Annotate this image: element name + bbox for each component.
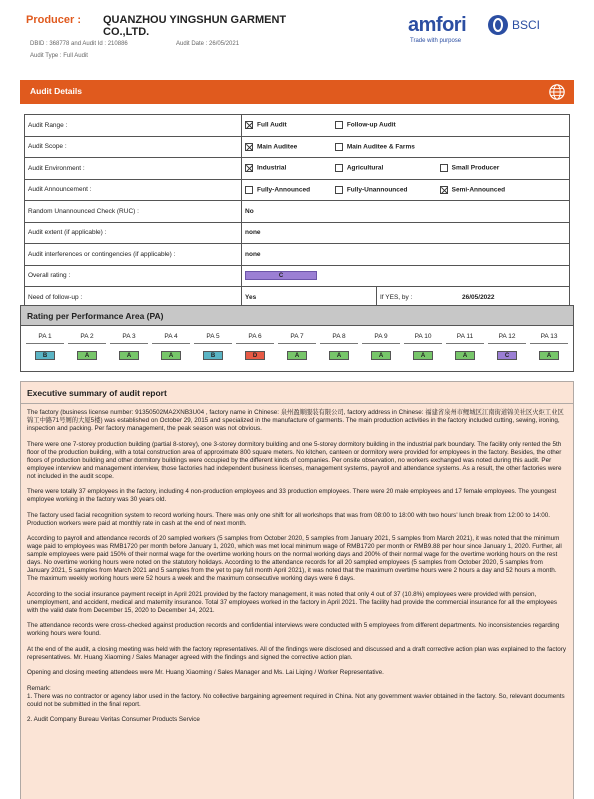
option-semi-announced: Semi-Announced bbox=[440, 186, 505, 194]
audit-extent-label: Audit extent (if applicable) : bbox=[25, 222, 242, 244]
option-fully-announced: Fully-Announced bbox=[245, 186, 333, 194]
ruc-value: No bbox=[242, 201, 570, 223]
summary-paragraph: Remark: 1. There was no contractor or agency labor used in the factory. No collective bargaining agreement required in China. Not any government wavier obtained in the factory. So, relevant documents could not be submitted in the final report. bbox=[27, 684, 565, 708]
pa-rating-badge: A bbox=[371, 351, 391, 360]
audit-extent-value: none bbox=[242, 222, 570, 244]
report-header bbox=[0, 0, 594, 68]
pa-name: PA 9 bbox=[362, 330, 400, 344]
checkbox-checked-icon bbox=[440, 186, 448, 194]
audit-announcement-label: Audit Announcement : bbox=[25, 179, 242, 201]
summary-paragraph: There were one 7-storey production building (partial 8-storey), one 3-storey dormitory building and one 5-storey dormitory building in the industrial park boundary. The facility only rented the 5th floor of the production building, with a total construction area of approximate 800 square meters. No kitchen, canteen or dormitory were provided for employees in the factory. Besides, the other floors of production building and other dormitory buildings were occupied by the different kinds of companies. Per onsite observation, no workers exchanged was noted during this audit. Per employee interview and management interview, those factories had independent business licenses, management systems, payroll and attendance systems. As a result, the other factories were not included in the audit scope. bbox=[27, 440, 562, 480]
row-audit-scope bbox=[25, 136, 570, 158]
pa-rating-badge: A bbox=[455, 351, 475, 360]
summary-paragraph: According to payroll and attendance records of 20 sampled workers (5 samples from October 2020, 5 samples from January 2021, 5 samples from March 2021), it was noted that the minimum wage paid to employees was RMB1720 per month before January 1, 2020, which was met local minimum wage of RMB1720 per month or RMB9.88 per hour since January 1, 2020. Further, all sample employees were paid 150% of their normal wage for the overtime working hours on the normal working days and 200% of their normal wage for the overtime working hours on the rest days. No overtime working hours were noted on the statutory holidays. According to the attendance records for all 20 sampled employees (5 samples from October 2020, 5 samples from January 2021, 5 samples from March 2021 and 5 samples from the yet to pay full month April 2021), it was noted that the maximum overtime hours were 2 hours a day and 52 hours a month. The maximum weekly working hours were 52 hours a week and the maximum consecutive working days were 6 days. bbox=[27, 535, 562, 582]
pa-name: PA 8 bbox=[320, 330, 358, 344]
option-full-audit: Full Audit bbox=[245, 121, 333, 129]
checkbox-checked-icon bbox=[245, 143, 253, 151]
summary-paragraph: According to the social insurance payment receipt in April 2021 provided by the factory management, it was noted that only 4 out of 37 (10.8%) employees were provided with pension, unemployment, and accident, medical and maternity insurance. Total 37 employees worked in the factory in April 2021. The facility had provide the commercial insurance for all the employees with the valid date from December 15, 2020 to December 14, 2021. bbox=[27, 590, 558, 614]
globe-icon bbox=[548, 83, 566, 101]
pa-rating-badge: A bbox=[161, 351, 181, 360]
executive-summary-title: Executive summary of audit report bbox=[21, 382, 573, 404]
pa-name: PA 5 bbox=[194, 330, 232, 344]
executive-summary-panel bbox=[20, 381, 574, 799]
pa-name: PA 4 bbox=[152, 330, 190, 344]
pa-name: PA 7 bbox=[278, 330, 316, 344]
audit-details-band bbox=[20, 80, 574, 104]
pa-column bbox=[234, 330, 276, 362]
row-audit-extent bbox=[25, 222, 570, 244]
summary-paragraph: Opening and closing meeting attendees were Mr. Huang Xiaoming / Sales Manager and Ms. Lai Liqing / Worker Representative. bbox=[27, 669, 384, 676]
audit-type: Audit Type : Full Audit bbox=[30, 53, 88, 59]
audit-scope-label: Audit Scope : bbox=[25, 136, 242, 158]
pa-column bbox=[360, 330, 402, 362]
pa-column bbox=[66, 330, 108, 362]
pa-column bbox=[402, 330, 444, 362]
dbid-audit-id: DBID : 368778 and Audit Id : 210886 bbox=[30, 41, 128, 47]
performance-area-grid bbox=[24, 330, 570, 362]
pa-rating-badge: C bbox=[497, 351, 517, 360]
pa-column bbox=[528, 330, 570, 362]
audit-scope-options bbox=[242, 136, 570, 158]
option-main-auditee: Main Auditee bbox=[245, 143, 333, 151]
audit-date: Audit Date : 26/05/2021 bbox=[176, 41, 240, 47]
audit-range-label: Audit Range : bbox=[25, 115, 242, 137]
audit-details-table bbox=[24, 114, 570, 309]
checkbox-empty-icon bbox=[335, 143, 343, 151]
audit-interferences-value: none bbox=[242, 244, 570, 266]
option-follow-up-audit: Follow-up Audit bbox=[335, 121, 396, 129]
option-agricultural: Agricultural bbox=[335, 164, 438, 172]
audit-environment-options bbox=[242, 158, 570, 180]
logo-bsci: BSCI bbox=[512, 18, 541, 32]
checkbox-checked-icon bbox=[245, 121, 253, 129]
checkbox-checked-icon bbox=[245, 164, 253, 172]
option-small-producer: Small Producer bbox=[440, 164, 500, 172]
pa-column bbox=[486, 330, 528, 362]
audit-details-title: Audit Details bbox=[30, 86, 82, 96]
follow-up-value: Yes bbox=[242, 287, 377, 309]
checkbox-empty-icon bbox=[335, 186, 343, 194]
pa-name: PA 1 bbox=[26, 330, 64, 344]
pa-rating-badge: A bbox=[287, 351, 307, 360]
pa-name: PA 12 bbox=[488, 330, 526, 344]
audit-announcement-options bbox=[242, 179, 570, 201]
pa-column bbox=[24, 330, 66, 362]
pa-rating-badge: A bbox=[119, 351, 139, 360]
follow-up-label: Need of follow-up : bbox=[25, 287, 242, 309]
pa-column bbox=[318, 330, 360, 362]
checkbox-empty-icon bbox=[245, 186, 253, 194]
row-overall-rating bbox=[25, 265, 570, 287]
audit-range-options bbox=[242, 115, 570, 137]
pa-rating-badge: A bbox=[539, 351, 559, 360]
audit-interferences-label: Audit interferences or contingencies (if applicable) : bbox=[25, 244, 242, 266]
summary-paragraph: The factory used facial recognition system to record working hours. There was only one shift for all workshops that was from 08:00 to 18:00 with two hours' lunch break from 12:00 to 14:00. Production workers were paid at monthly rate in cash at the end of next month. bbox=[27, 511, 550, 527]
pa-column bbox=[108, 330, 150, 362]
pa-name: PA 13 bbox=[530, 330, 568, 344]
option-industrial: Industrial bbox=[245, 164, 333, 172]
row-audit-environment bbox=[25, 158, 570, 180]
logo-wordmark: amfori bbox=[408, 14, 467, 36]
executive-summary-body bbox=[21, 404, 573, 737]
ruc-label: Random Unannounced Check (RUC) : bbox=[25, 201, 242, 223]
summary-paragraph: The factory (business license number: 91350502MA2XNB3U04 , factory name in Chinese: 泉州盈顺服装有限公司, factory address in Chinese: 福建省泉州市鲤城区江南街道锦美社区火炬工业区锦工中路71号厕的大厦5楼) was established on October 29, 2015 and specialized in the manufacture of garments. The main production activities in the factory included cutting, sewing, ironing, inspection and packing. Per factory management, the peak season was not obvious. bbox=[27, 409, 564, 432]
audit-environment-label: Audit Environment : bbox=[25, 158, 242, 180]
logo-tagline: Trade with purpose bbox=[410, 38, 462, 44]
overall-rating-label: Overall rating : bbox=[25, 265, 242, 287]
pa-column bbox=[444, 330, 486, 362]
producer-label: Producer : bbox=[26, 14, 82, 26]
performance-area-title: Rating per Performance Area (PA) bbox=[21, 306, 573, 326]
pa-rating-badge: A bbox=[77, 351, 97, 360]
pa-rating-badge: B bbox=[203, 351, 223, 360]
overall-rating-badge: C bbox=[245, 271, 317, 280]
producer-name: QUANZHOU YINGSHUN GARMENT CO.,LTD. bbox=[103, 14, 287, 38]
pa-name: PA 10 bbox=[404, 330, 442, 344]
pa-rating-badge: A bbox=[329, 351, 349, 360]
pa-name: PA 3 bbox=[110, 330, 148, 344]
pa-rating-badge: D bbox=[245, 351, 265, 360]
row-audit-interferences bbox=[25, 244, 570, 266]
checkbox-empty-icon bbox=[335, 121, 343, 129]
pa-column bbox=[150, 330, 192, 362]
logo-emblem-icon bbox=[488, 15, 508, 35]
if-yes-label: If YES, by : bbox=[380, 293, 413, 301]
amfori-bsci-logo bbox=[408, 14, 568, 48]
summary-paragraph: The attendance records were cross-checked against production records and confidential interviews were conducted with 5 employees from different departments. No inconsistencies regarding working hours were found. bbox=[27, 622, 560, 637]
summary-paragraph: At the end of the audit, a closing meeting was held with the factory representatives. All of the findings were disclosed and discussed and a draft corrective action plan was explained to the factory representatives. Mr. Huang Xiaoming / Sales Manager agreed with the findings and signed the corrective action plan. bbox=[27, 645, 567, 661]
checkbox-empty-icon bbox=[440, 164, 448, 172]
pa-name: PA 2 bbox=[68, 330, 106, 344]
checkbox-empty-icon bbox=[335, 164, 343, 172]
pa-name: PA 11 bbox=[446, 330, 484, 344]
row-audit-announcement bbox=[25, 179, 570, 201]
pa-column bbox=[192, 330, 234, 362]
summary-paragraph: There were totally 37 employees in the factory, including 4 non-production employees and 33 production employees. There were 20 male employees and 17 female employees. The youngest employee working in the factory was 30 years old. bbox=[27, 488, 557, 503]
pa-column bbox=[276, 330, 318, 362]
row-ruc bbox=[25, 201, 570, 223]
summary-paragraph: 2. Audit Company Bureau Veritas Consumer Products Service bbox=[27, 716, 200, 723]
pa-rating-badge: B bbox=[35, 351, 55, 360]
option-main-auditee-farms: Main Auditee & Farms bbox=[335, 143, 415, 151]
follow-up-date: 26/05/2022 bbox=[462, 293, 495, 301]
overall-rating-cell bbox=[242, 265, 570, 287]
row-audit-range bbox=[25, 115, 570, 137]
pa-rating-badge: A bbox=[413, 351, 433, 360]
pa-name: PA 6 bbox=[236, 330, 274, 344]
option-fully-unannounced: Fully-Unannounced bbox=[335, 186, 438, 194]
performance-area-panel bbox=[20, 305, 574, 372]
